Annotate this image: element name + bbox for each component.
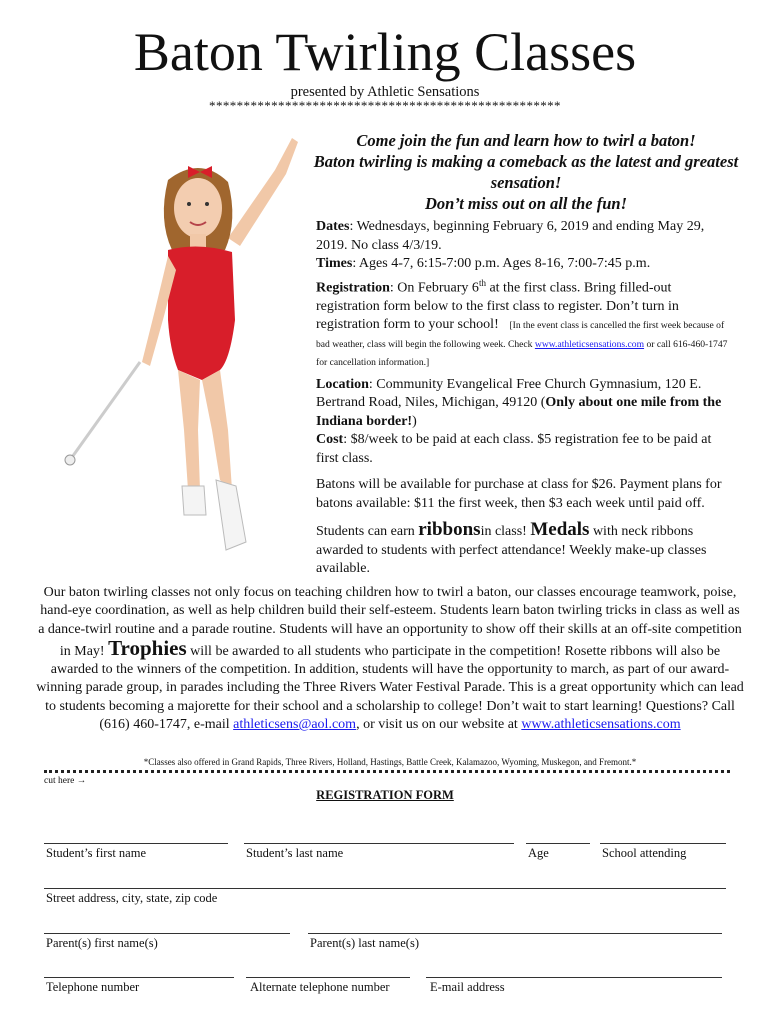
star-divider: *************************************************** [209, 98, 561, 113]
age-field[interactable] [526, 843, 590, 844]
baton-ball [65, 455, 75, 465]
website-link[interactable]: www.athleticsensations.com [521, 717, 681, 733]
cost-text: : $8/week to be paid at each class. $5 registration fee to be paid at first class. [316, 432, 712, 466]
form-title: REGISTRATION FORM [316, 788, 454, 802]
telephone-label: Telephone number [46, 980, 140, 994]
registration-label: Registration [316, 280, 390, 296]
baton-shaft [70, 362, 140, 460]
paragraph-part2: will be awarded to all students who participate in the competition! Rosette ribbons will also be awarded to the winners of the competition. In addition, students will have the opportunity to march, as part of our award-winning parade group, in parades including the Three Rivers Water Festival Parade. This is a great opportunity which can lead to students becoming a majorette for their school and a scholarship to college! Don’t wait to start learning! Questions? Call (616) 460-1747, e-mail [36, 643, 744, 733]
age-label: Age [528, 846, 549, 860]
cut-line [44, 770, 730, 773]
location-text: : Community Evangelical Free Church Gymnasium, 120 E. Bertrand Road, Niles, Michigan, 49120 ( [316, 376, 702, 411]
ribbons-post: with neck ribbons awarded to students with perfect attendance! Weekly make-up classes available. [316, 524, 707, 577]
address-label: Street address, city, state, zip code [46, 891, 218, 905]
tagline [310, 130, 742, 214]
location-label: Location [316, 376, 369, 392]
right-leg [202, 370, 232, 490]
cut-here-label: cut here → [44, 776, 87, 786]
trophies-word: Trophies [108, 635, 187, 660]
times-text: : Ages 4-7, 6:15-7:00 p.m. Ages 8-16, 7:00-7:45 p.m. [352, 256, 651, 271]
alt-telephone-field[interactable] [246, 977, 410, 978]
main-paragraph [36, 584, 744, 734]
location-end: ) [412, 413, 417, 429]
medals-word: Medals [530, 519, 590, 541]
registration-text-post: at the first class. Bring filled-out registration form below to the first class to register. Don’t turn in registration form to your school! [316, 280, 679, 333]
address-field[interactable] [44, 888, 726, 889]
parent-first-label: Parent(s) first name(s) [46, 936, 158, 950]
note-pre: [In the event class is cancelled the first week because of bad weather, class will begin the following week. Check [316, 320, 725, 350]
left-leg [178, 370, 200, 490]
cost-line [316, 431, 730, 468]
paragraph-part3: , or visit us on our website at [356, 717, 522, 733]
tagline-line: Baton twirling is making a comeback as the latest and greatest sensation! [313, 152, 739, 192]
ribbons-line [316, 521, 730, 579]
tagline-line: Don’t miss out on all the fun! [424, 194, 628, 213]
paragraph-part1: Our baton twirling classes not only focus on teaching children how to twirl a baton, our classes encourage teamwork, poise, hand-eye coordination, as well as help children build their self-esteem. Students learn baton twirling tricks in class as well as a dance-twirl routine and a parade routine. Students will have an opportunity to show off their skills at an off-site competition in May! [38, 585, 742, 659]
school-field[interactable] [600, 843, 726, 844]
alt-telephone-label: Alternate telephone number [250, 980, 390, 994]
times-line [316, 255, 730, 274]
page-title: Baton Twirling Classes [133, 22, 637, 82]
email-label: E-mail address [430, 980, 505, 994]
location-bold: Only about one mile from the Indiana border! [316, 395, 722, 429]
baton-twirler-illustration [60, 130, 310, 560]
location-line [316, 376, 730, 432]
registration-line [316, 274, 730, 372]
tagline-line: Come join the fun and learn how to twirl a baton! [356, 131, 696, 150]
parent-last-field[interactable] [308, 933, 722, 934]
batons-text: Batons will be available for purchase at class for $26. Payment plans for batons available: $11 the first week, then $3 each week until paid off. [316, 477, 722, 511]
registration-text-pre: : On February 6 [389, 280, 479, 296]
raised-arm [228, 138, 298, 246]
parent-last-label: Parent(s) last name(s) [310, 936, 419, 950]
dates-line [316, 218, 730, 255]
class-details [316, 218, 730, 579]
dates-label: Dates [316, 219, 350, 234]
ribbons-pre: Students can earn [316, 524, 419, 540]
red-leotard [168, 246, 235, 380]
note-post: or call 616-460-1747 for cancellation information.] [316, 338, 728, 369]
parent-first-field[interactable] [44, 933, 290, 934]
footnote: *Classes also offered in Grand Rapids, Three Rivers, Holland, Hastings, Battle Creek, Kalamazoo, Wyoming, Muskegon, and Fremont.* [143, 757, 637, 767]
ribbons-word: ribbons [418, 519, 481, 541]
telephone-field[interactable] [44, 977, 234, 978]
left-boot [182, 486, 206, 515]
cost-label: Cost [316, 432, 344, 448]
face [174, 178, 222, 238]
first-name-label: Student’s first name [46, 846, 146, 860]
ribbons-mid: in class! [480, 524, 531, 540]
email-link[interactable]: athleticsens@aol.com [233, 717, 357, 733]
last-name-field[interactable] [244, 843, 514, 844]
note-website-link[interactable]: www.athleticsensations.com [534, 338, 645, 350]
right-boot [216, 480, 246, 550]
registration-sup: th [478, 277, 486, 288]
times-label: Times [316, 256, 353, 271]
school-label: School attending [602, 846, 687, 860]
first-name-field[interactable] [44, 843, 228, 844]
dates-text: : Wednesdays, beginning February 6, 2019 and ending May 29, 2019. No class 4/3/19. [316, 219, 705, 253]
email-field[interactable] [426, 977, 722, 978]
subtitle: presented by Athletic Sensations [290, 84, 480, 100]
last-name-label: Student’s last name [246, 846, 344, 860]
